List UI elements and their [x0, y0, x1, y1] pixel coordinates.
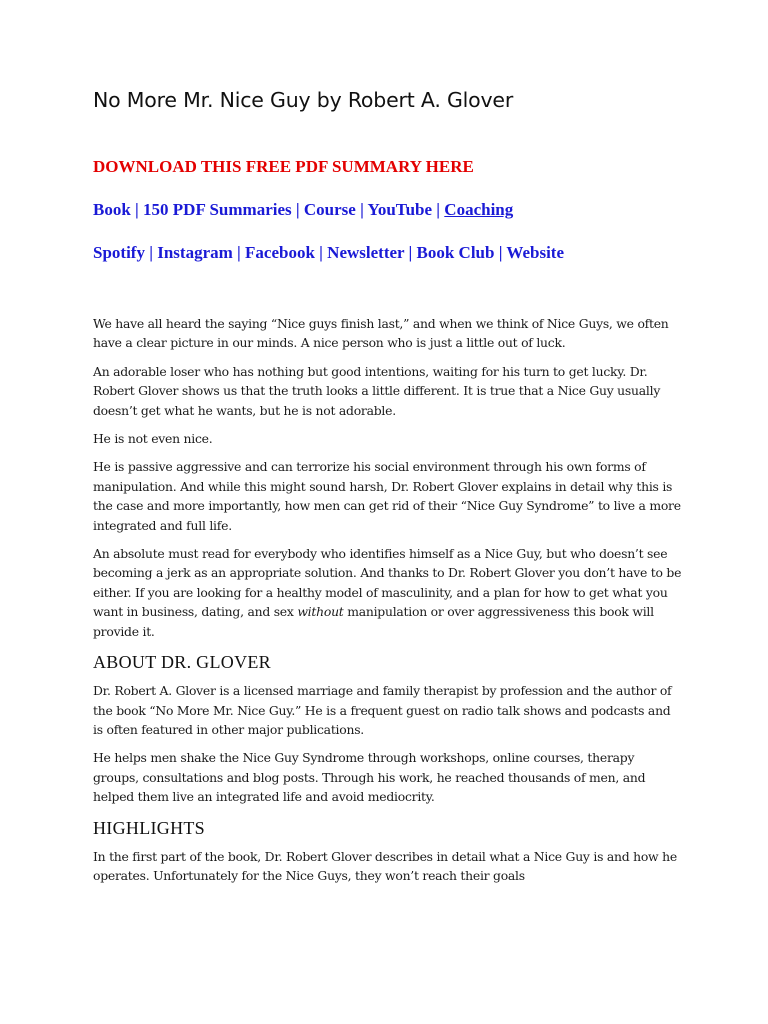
intro-paragraph-2: An adorable loser who has nothing but good intentions, waiting for his turn to get lucky. Dr. Robert Glover shows us that the truth looks a little different. It is true that a Nice Guy usually doesn’t get what he wants, but he is not adorable. [93, 363, 661, 418]
document-body [93, 314, 683, 894]
intro-paragraph-5-emphasis: without [297, 604, 344, 620]
link-course[interactable]: Course [303, 200, 356, 219]
link-separator: | [237, 243, 246, 262]
highlights-paragraph-1: In the first part of the book, Dr. Robert Glover describes in detail what a Nice Guy is and how he operates. Unfortunately for the Nice Guys, they won’t reach their goals [93, 848, 677, 883]
link-150-pdf-summaries[interactable]: 150 PDF Summaries [143, 200, 292, 219]
intro-paragraph-5 [93, 544, 683, 641]
intro-paragraph-5-part-b: manipulation or over aggressiveness this book will provide it. [93, 604, 654, 639]
link-separator: | [498, 243, 507, 262]
link-separator: | [360, 200, 368, 219]
links-row-2 [93, 243, 564, 263]
link-book[interactable]: Book [93, 200, 131, 219]
link-separator: | [408, 243, 417, 262]
link-instagram[interactable]: Instagram [157, 243, 233, 262]
about-heading: ABOUT DR. GLOVER [93, 652, 271, 673]
link-website[interactable]: Website [506, 243, 565, 262]
link-separator: | [319, 243, 328, 262]
link-newsletter[interactable]: Newsletter [327, 243, 405, 262]
link-separator: | [295, 200, 304, 219]
link-youtube[interactable]: YouTube [367, 200, 433, 219]
link-facebook[interactable]: Facebook [245, 243, 315, 262]
intro-paragraph-5-part-a: An absolute must read for everybody who identifies himself as a Nice Guy, but who doesn’t see becoming a jerk as an appropriate solution. And thanks to Dr. Robert Glover you don’t have to be either. If you are looking for a healthy model of masculinity, and a plan for how to get what you want in business, dating, and sex [93, 546, 682, 620]
link-book-club[interactable]: Book Club [416, 243, 495, 262]
link-spotify[interactable]: Spotify [93, 243, 145, 262]
link-coaching[interactable]: Coaching [444, 200, 514, 219]
download-pdf-link[interactable]: DOWNLOAD THIS FREE PDF SUMMARY HERE [93, 157, 474, 176]
links-row-1 [93, 200, 513, 220]
intro-paragraph-3: He is not even nice. [93, 431, 213, 447]
link-separator: | [149, 243, 158, 262]
link-separator: | [135, 200, 144, 219]
intro-paragraph-1: We have all heard the saying “Nice guys finish last,” and when we think of Nice Guys, we often have a clear picture in our minds. A nice person who is just a little out of luck. [93, 316, 669, 351]
document-title: No More Mr. Nice Guy by Robert A. Glover [93, 88, 514, 112]
about-paragraph-1: Dr. Robert A. Glover is a licensed marriage and family therapist by profession and the author of the book “No More Mr. Nice Guy.” He is a frequent guest on radio talk shows and podcasts and is often featured in other major publications. [93, 683, 672, 737]
link-separator: | [436, 200, 445, 219]
highlights-heading: HIGHLIGHTS [93, 817, 205, 838]
about-paragraph-2: He helps men shake the Nice Guy Syndrome through workshops, online courses, therapy groups, consultations and blog posts. Through his work, he reached thousands of men, and helped them live an integrated life and avoid mediocrity. [93, 750, 646, 805]
intro-paragraph-4: He is passive aggressive and can terrorize his social environment through his own forms of manipulation. And while this might sound harsh, Dr. Robert Glover explains in detail why this is the case and more importantly, how men can get rid of their “Nice Guy Syndrome” to live a more integrated and full life. [93, 459, 681, 533]
